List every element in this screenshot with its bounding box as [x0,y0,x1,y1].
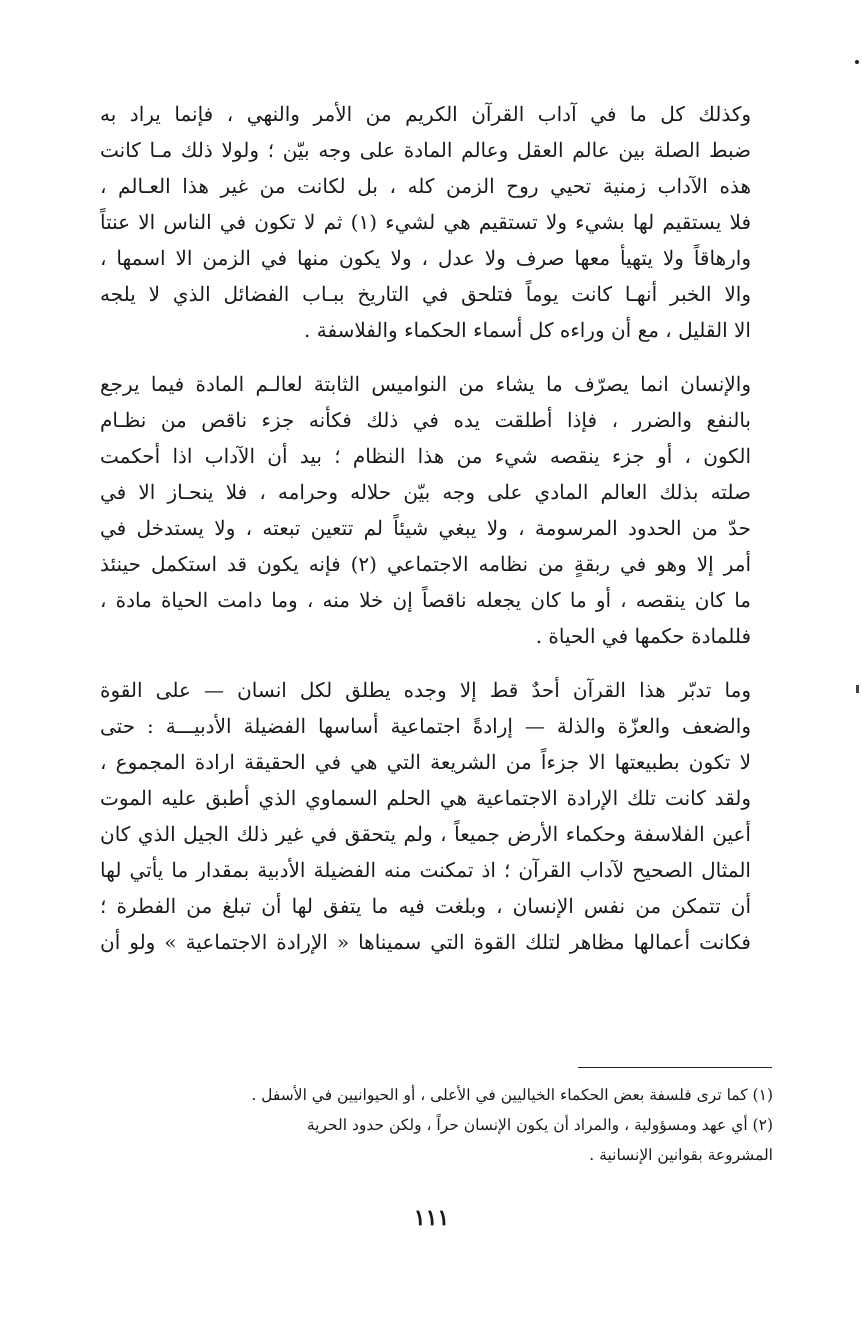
footnote-2-continued: المشروعة بقوانين الإنسانية . [589,1146,773,1164]
text-line: وما تدبّر هذا القرآن أحدٌ قط إلا وجده يطلق لكل انسان — على القوة [100,678,751,702]
text-line: فكانت أعمالها مظاهر لتلك القوة التي سميناها « الإرادة الاجتماعية » ولو أن [100,930,751,954]
text-line: والا الخبر أنهـا كانت يوماً فتلحق في التاريخ ببـاب الفضائل الذي لا يلجه [100,282,751,306]
footnotes [100,1080,773,1170]
text-line: ضبط الصلة بين عالم العقل وعالم المادة على وجه بيّن ؛ ولولا ذلك مـا كانت [100,138,751,162]
text-line: أمر إلا وهو في ربقةٍ من نظامه الاجتماعي (٢) فإنه يكون قد استكمل حينئذ [100,552,751,576]
text-line: حدّ من الحدود المرسومة ، ولا يبغي شيئاً لم تتعين تبعته ، ولا يستدخل في [100,516,751,540]
footnote-1: (١) كما ترى فلسفة بعض الحكماء الخياليين في الأعلى ، أو الحيوانيين في الأسفل . [251,1086,773,1104]
paragraph-2 [100,366,751,654]
page-number: ١١١ [413,1205,450,1231]
footnote-separator [578,1067,772,1068]
margin-mark [855,60,859,64]
text-line: ولقد كانت تلك الإرادة الاجتماعية هي الحلم السماوي الذي أطبق عليه الموت [100,786,752,810]
text-line: فللمادة حكمها في الحياة . [535,624,751,648]
text-line: الكون ، أو جزء ينقصه شيء من هذا النظام ؛ بيد أن الآداب اذا أحكمت [100,444,751,468]
text-line: صلته بذلك العالم المادي على وجه بيّن حلاله وحرامه ، فلا ينحـاز الا في [100,480,751,504]
text-line: الا القليل ، مع أن وراءه كل أسماء الحكماء والفلاسفة . [304,318,751,342]
text-line: لا تكون بطبيعتها الا جزءاً من الشريعة التي هي في الحقيقة ارادة المجموع ، [100,750,751,774]
footnote-2: (٢) أي عهد ومسؤولية ، والمراد أن يكون الإنسان حراً ، ولكن حدود الحرية [306,1116,773,1134]
text-line: أعين الفلاسفة وحكماء الأرض جميعاً ، ولم يتحقق في غير ذلك الجيل الذي كان [100,822,751,846]
paragraph-3 [100,672,751,960]
margin-mark [856,685,859,693]
text-line: أن تتمكن من نفس الإنسان ، وبلغت فيه ما يتفق لها أن تبلغ من الفطرة ؛ [100,894,751,918]
text-line: وكذلك كل ما في آداب القرآن الكريم من الأمر والنهي ، فإنما يراد به [100,102,751,126]
text-line: وارهاقاً ولا يتهيأ معها صرف ولا عدل ، ولا يكون منها في الزمن الا اسمها ، [100,246,751,270]
text-line: هذه الآداب زمنية تحيي روح الزمن كله ، بل لكانت من غير هذا العـالم ، [100,174,751,198]
text-line: والإنسان انما يصرّف ما يشاء من النواميس الثابتة لعالـم المادة فيما يرجع [100,372,751,396]
text-line: ما كان ينقصه ، أو ما كان يجعله ناقصاً إن خلا منه ، وما دامت الحياة مادة ، [100,588,751,612]
text-line: بالنفع والضرر ، فإذا أطلقت يده في ذلك فكأنه جزء ناقص من نظـام [100,408,751,432]
paragraph-1 [100,96,751,348]
text-line: والضعف والعزّة والذلة — إرادةً اجتماعية أساسها الفضيلة الأدبيـــة : حتى [100,714,751,738]
text-line: فلا يستقيم لها بشيء ولا تستقيم هي لشيء (١) ثم لا تكون في الناس الا عنتاً [100,210,752,234]
text-line: المثال الصحيح لآداب القرآن ؛ اذ تمكنت منه الفضيلة الأدبية بمقدار ما يأتي لها [100,858,751,882]
main-text [100,96,751,978]
